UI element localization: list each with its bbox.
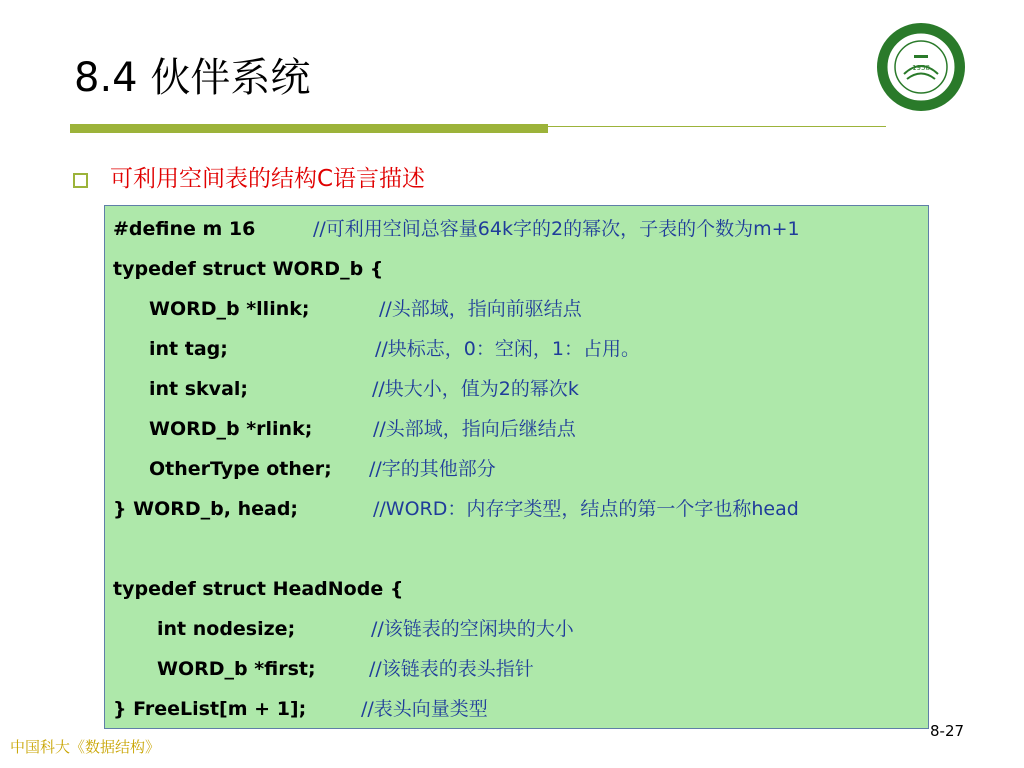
- code-text: int skval;: [149, 378, 248, 400]
- bullet-heading: 可利用空间表的结构C语言描述: [110, 166, 426, 192]
- logo-year: 1958: [912, 64, 930, 72]
- code-text: WORD_b *first;: [157, 658, 316, 680]
- code-comment: //该链表的空闲块的大小: [371, 618, 574, 640]
- code-comment: //该链表的表头指针: [369, 658, 534, 680]
- square-bullet-icon: [73, 173, 88, 188]
- university-logo: [876, 22, 966, 112]
- code-comment: //WORD：内存字类型，结点的第一个字也称head: [373, 498, 799, 520]
- code-comment: //表头向量类型: [361, 698, 488, 720]
- code-comment: //块标志，0：空闲，1：占用。: [375, 338, 640, 360]
- footer-course: 中国科大《数据结构》: [10, 738, 161, 756]
- code-text: int tag;: [149, 338, 228, 360]
- code-comment: //可利用空间总容量64k字的2的幂次，子表的个数为m+1: [313, 218, 800, 240]
- code-text: OtherType other;: [149, 458, 332, 480]
- code-block: [104, 205, 929, 729]
- code-text: int nodesize;: [157, 618, 296, 640]
- code-text: typedef struct WORD_b {: [113, 258, 384, 280]
- code-comment: //头部域，指向后继结点: [373, 418, 576, 440]
- code-text: } WORD_b, head;: [113, 498, 299, 520]
- title-rule-thick: [70, 124, 548, 133]
- code-comment: //块大小，值为2的幂次k: [372, 378, 579, 400]
- slide-title: 8.4 伙伴系统: [74, 55, 311, 101]
- code-comment: //头部域，指向前驱结点: [379, 298, 582, 320]
- page-number: 8-27: [930, 722, 965, 740]
- code-text: #define m 16: [113, 218, 256, 240]
- code-comment: //字的其他部分: [369, 458, 496, 480]
- code-text: } FreeList[m + 1];: [113, 698, 307, 720]
- code-text: WORD_b *llink;: [149, 298, 310, 320]
- code-text: typedef struct HeadNode {: [113, 578, 404, 600]
- code-text: WORD_b *rlink;: [149, 418, 313, 440]
